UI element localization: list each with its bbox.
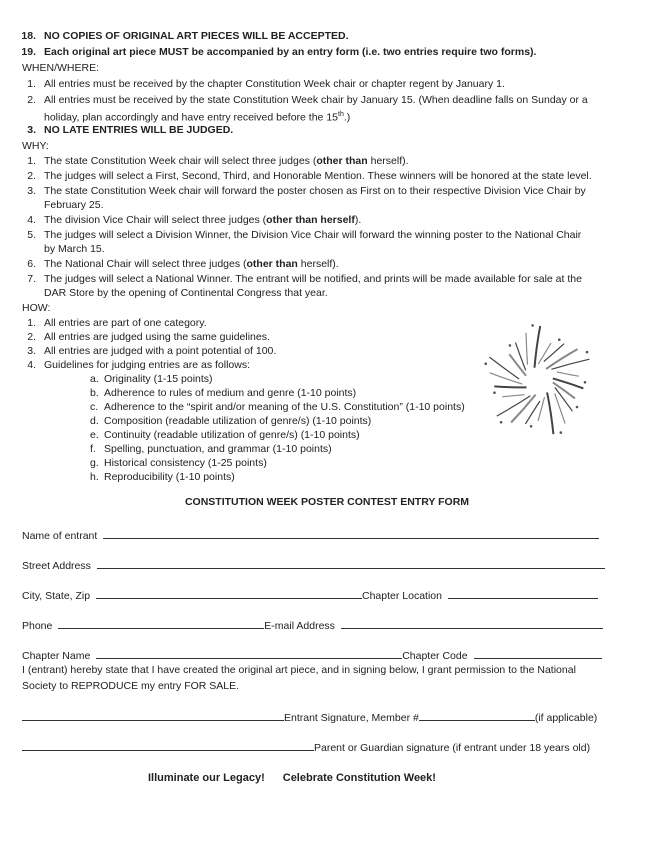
firework-spark [484,362,487,365]
phone-field[interactable] [58,618,264,629]
how-item-4: 4. Guidelines for judging entries are as follows: [27,359,251,371]
when-heading: WHEN/WHERE: [22,62,99,74]
form-title: CONSTITUTION WEEK POSTER CONTEST ENTRY FORM [184,496,470,508]
why-heading: WHY: [22,140,49,152]
permission-statement-2: Society to REPRODUCE my entry FOR SALE. [22,680,240,692]
permission-statement-1: I (entrant) hereby state that I have created the original art piece, and in signing below, I grant permission to the National [22,664,576,676]
slogan-illuminate: Illuminate our Legacy! [148,772,265,784]
when-item-1: 1. All entries must be received by the chapter Constitution Week chair or chapter regent by January 1. [27,78,505,90]
firework-spark [530,425,533,428]
guideline-a: a. Originality (1-15 points) [90,373,213,385]
why-item-5: 5. The judges will select a Division Winner, the Division Vice Chair will forward the winning poster to the National Chair [27,229,582,241]
parent-signature-label: Parent or Guardian signature (if entrant under 18 years old) [314,742,591,754]
why-item-3: 3. The state Constitution Week chair will forward the poster chosen as First on to their respective Division Vice Chair by [27,185,586,197]
firework-ray [526,333,528,365]
email-field[interactable] [341,618,603,629]
firework-ray [555,393,565,423]
if-applicable-label: (if applicable) [534,712,598,724]
city-label: City, State, Zip [22,590,91,602]
guideline-f: f. Spelling, punctuation, and grammar (1-10 points) [90,443,332,455]
city-row [22,588,598,603]
firework-spark [493,391,496,394]
member-number-field[interactable] [419,710,535,721]
slogan-celebrate: Celebrate Constitution Week! [282,772,436,784]
why-item-6: 6. The National Chair will select three judges (other than herself). [27,258,339,270]
firework-spark [576,406,579,409]
how-heading: HOW: [22,302,51,314]
rule-18: 18. NO COPIES OF ORIGINAL ART PIECES WILL BE ACCEPTED. [21,30,349,42]
firework-spark [558,338,561,341]
how-item-1: 1. All entries are part of one category. [27,317,207,329]
when-item-3: 3. NO LATE ENTRIES WILL BE JUDGED. [27,124,234,136]
firework-spark [586,351,589,354]
firework-ray [553,378,584,388]
rule-19: 19. Each original art piece MUST be accompanied by an entry form (i.e. two entries require two forms). [21,46,537,58]
guideline-h: h. Reproducibility (1-10 points) [90,471,235,483]
chapter-name-row [22,648,602,663]
how-item-3: 3. All entries are judged with a point potential of 100. [27,345,277,357]
firework-spark [531,324,534,327]
parent-signature-field[interactable] [22,740,314,751]
firework-spark [500,421,503,424]
chapter-code-field[interactable] [474,648,602,659]
slogan [148,772,436,785]
firework-spark [509,344,512,347]
chapter-name-field[interactable] [96,648,402,659]
signature-row [22,710,597,725]
name-label: Name of entrant [22,530,98,542]
why-item-3-cont: February 25. [44,199,104,211]
why-item-7: 7. The judges will select a National Winner. The entrant will be notified, and prints will be made available for sale at the [27,273,582,285]
guideline-g: g. Historical consistency (1-25 points) [90,457,267,469]
signature-label: Entrant Signature, Member # [284,712,419,724]
why-item-5-cont: by March 15. [44,243,105,255]
why-item-4: 4. The division Vice Chair will select three judges (other than herself). [27,214,362,226]
email-label: E-mail Address [264,620,335,632]
why-item-1: 1. The state Constitution Week chair will select three judges (other than herself). [27,155,409,167]
firework-ray [538,397,544,421]
street-field[interactable] [97,558,605,569]
chapter-code-label: Chapter Code [402,650,468,662]
city-field[interactable] [96,588,362,599]
firework-spark [584,381,587,384]
parent-signature-row [22,740,590,755]
firework-ray [494,386,526,387]
when-item-2-cont: holiday, plan accordingly and have entry received before the 15th.) [44,111,351,124]
firework-ray [516,343,526,371]
firework-spark [560,431,563,434]
phone-label: Phone [22,620,53,632]
when-item-2: 2. All entries must be received by the state Constitution Week chair by January 15. (When deadline falls on Sunday or a [27,94,588,106]
guideline-d: d. Composition (readable utilization of genre/s) (1-10 points) [90,415,372,427]
name-row [22,528,599,543]
firework-ray [502,395,524,397]
chapter-location-field[interactable] [448,588,598,599]
street-row [22,558,605,573]
name-field[interactable] [103,528,599,539]
guideline-c: c. Adherence to the “spirit and/or meaning of the U.S. Constitution” (1-10 points) [90,401,465,413]
how-item-2: 2. All entries are judged using the same guidelines. [27,331,270,343]
guideline-e: e. Continuity (readable utilization of genre/s) (1-10 points) [90,429,360,441]
entrant-signature-field[interactable] [22,710,284,721]
firework-ray [511,395,535,423]
why-item-2: 2. The judges will select a First, Second, Third, and Honorable Mention. These winners will be honored at the state level. [27,170,592,182]
phone-row [22,618,603,633]
why-item-7-cont: DAR Store by the opening of Continental Congress that year. [44,287,328,299]
chapter-location-label: Chapter Location [362,590,442,602]
firework-ray [547,392,553,434]
chapter-name-label: Chapter Name [22,650,91,662]
street-label: Street Address [22,560,91,572]
guideline-b: b. Adherence to rules of medium and genre (1-10 points) [90,387,357,399]
firework-burst-icon [480,322,598,440]
firework-ray [557,372,579,376]
